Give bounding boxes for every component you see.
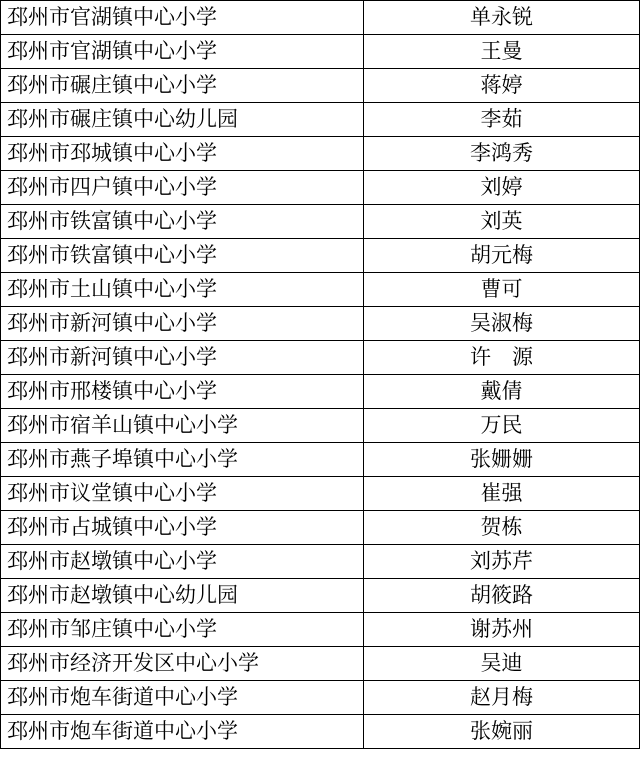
table-row <box>1 715 640 749</box>
table-row <box>1 477 640 511</box>
teacher-name-cell: 王曼 <box>364 35 640 69</box>
teacher-name-cell: 刘苏芹 <box>364 545 640 579</box>
school-name-cell: 邳州市邳城镇中心小学 <box>1 137 364 171</box>
table-row <box>1 103 640 137</box>
table-row <box>1 1 640 35</box>
teacher-name-cell: 李鸿秀 <box>364 137 640 171</box>
teacher-name-cell: 李茹 <box>364 103 640 137</box>
teacher-name-cell: 张姗姗 <box>364 443 640 477</box>
table-row <box>1 647 640 681</box>
table-row <box>1 409 640 443</box>
school-name-cell: 邳州市新河镇中心小学 <box>1 341 364 375</box>
table-row <box>1 443 640 477</box>
teacher-name-cell: 戴倩 <box>364 375 640 409</box>
teacher-name-cell: 吴淑梅 <box>364 307 640 341</box>
school-name-cell: 邳州市宿羊山镇中心小学 <box>1 409 364 443</box>
teacher-name-cell: 蒋婷 <box>364 69 640 103</box>
table-row <box>1 171 640 205</box>
school-name-cell: 邳州市占城镇中心小学 <box>1 511 364 545</box>
school-name-cell: 邳州市碾庄镇中心幼儿园 <box>1 103 364 137</box>
school-name-cell: 邳州市炮车街道中心小学 <box>1 715 364 749</box>
school-name-cell: 邳州市四户镇中心小学 <box>1 171 364 205</box>
teacher-name-cell: 崔强 <box>364 477 640 511</box>
teacher-name-cell: 吴迪 <box>364 647 640 681</box>
school-name-cell: 邳州市官湖镇中心小学 <box>1 35 364 69</box>
school-name-cell: 邳州市炮车街道中心小学 <box>1 681 364 715</box>
table-row <box>1 137 640 171</box>
teacher-name-cell: 曹可 <box>364 273 640 307</box>
school-name-cell: 邳州市铁富镇中心小学 <box>1 205 364 239</box>
teacher-name-cell: 贺栋 <box>364 511 640 545</box>
table-row <box>1 205 640 239</box>
school-name-cell: 邳州市铁富镇中心小学 <box>1 239 364 273</box>
teacher-name-cell: 谢苏州 <box>364 613 640 647</box>
table-row <box>1 69 640 103</box>
table-row <box>1 341 640 375</box>
table-row <box>1 511 640 545</box>
table-row <box>1 681 640 715</box>
table-row <box>1 35 640 69</box>
school-name-cell: 邳州市议堂镇中心小学 <box>1 477 364 511</box>
teacher-name-cell: 张婉丽 <box>364 715 640 749</box>
teacher-name-cell: 胡元梅 <box>364 239 640 273</box>
school-name-cell: 邳州市碾庄镇中心小学 <box>1 69 364 103</box>
school-name-cell: 邳州市官湖镇中心小学 <box>1 1 364 35</box>
table-row <box>1 307 640 341</box>
school-name-cell: 邳州市邹庄镇中心小学 <box>1 613 364 647</box>
teacher-name-cell: 刘英 <box>364 205 640 239</box>
roster-body <box>1 1 640 749</box>
table-row <box>1 545 640 579</box>
teacher-name-cell: 胡筱路 <box>364 579 640 613</box>
school-name-cell: 邳州市新河镇中心小学 <box>1 307 364 341</box>
school-name-cell: 邳州市经济开发区中心小学 <box>1 647 364 681</box>
teacher-name-cell: 单永锐 <box>364 1 640 35</box>
teacher-name-cell: 刘婷 <box>364 171 640 205</box>
table-row <box>1 375 640 409</box>
table-row <box>1 613 640 647</box>
school-name-cell: 邳州市土山镇中心小学 <box>1 273 364 307</box>
table-row <box>1 239 640 273</box>
teacher-name-cell: 万民 <box>364 409 640 443</box>
table-row <box>1 579 640 613</box>
teacher-name-cell: 许 源 <box>364 341 640 375</box>
school-name-cell: 邳州市邢楼镇中心小学 <box>1 375 364 409</box>
teacher-name-cell: 赵月梅 <box>364 681 640 715</box>
school-name-cell: 邳州市赵墩镇中心小学 <box>1 545 364 579</box>
table-row <box>1 273 640 307</box>
school-name-cell: 邳州市赵墩镇中心幼儿园 <box>1 579 364 613</box>
school-name-cell: 邳州市燕子埠镇中心小学 <box>1 443 364 477</box>
